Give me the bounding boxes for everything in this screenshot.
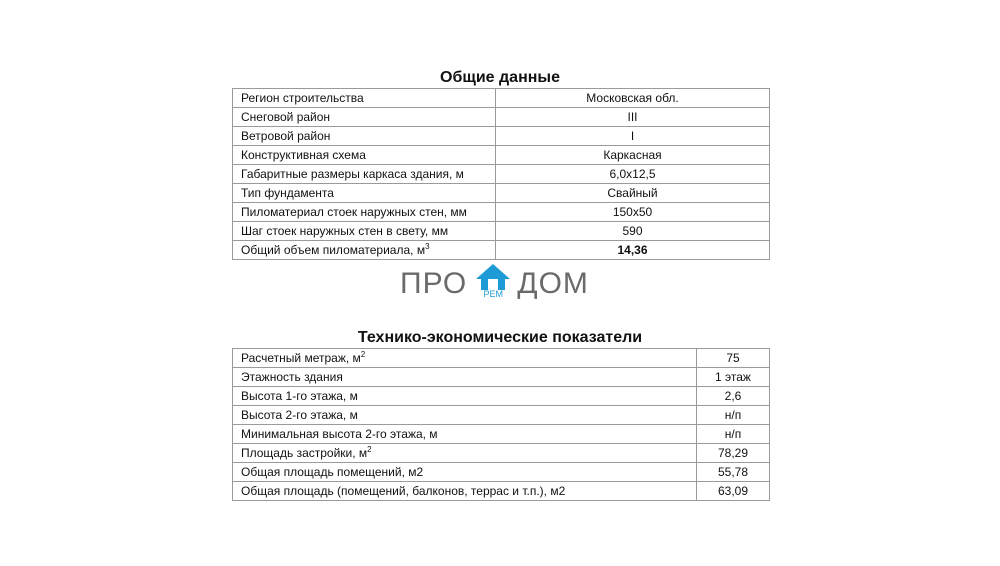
row-label-cell <box>233 444 697 463</box>
logo-left-text: ПРО <box>400 267 468 300</box>
table-row <box>233 146 770 165</box>
row-label: Общая площадь помещений, м2 <box>233 463 697 482</box>
row-label: Пиломатериал стоек наружных стен, мм <box>233 203 496 222</box>
table-row <box>233 89 770 108</box>
tech-data-title: Технико-экономические показатели <box>357 329 643 346</box>
row-label: Шаг стоек наружных стен в свету, мм <box>233 222 496 241</box>
row-value: Каркасная <box>496 146 770 165</box>
tech-data-table <box>232 348 770 501</box>
row-value: I <box>496 127 770 146</box>
row-label: Конструктивная схема <box>233 146 496 165</box>
table-row <box>233 241 770 260</box>
row-value: III <box>496 108 770 127</box>
row-value: н/п <box>697 406 770 425</box>
row-value: 78,29 <box>697 444 770 463</box>
table-row <box>233 387 770 406</box>
table-row <box>233 203 770 222</box>
row-value: Московская обл. <box>496 89 770 108</box>
table-row <box>233 184 770 203</box>
table-row <box>233 349 770 368</box>
house-icon <box>473 262 513 306</box>
table-row <box>233 127 770 146</box>
general-data-title: Общие данные <box>440 69 560 86</box>
logo <box>400 262 600 306</box>
general-data-table <box>232 88 770 260</box>
row-label: Снеговой район <box>233 108 496 127</box>
row-value: 590 <box>496 222 770 241</box>
row-label: Площадь застройки, м <box>241 446 368 460</box>
unit-superscript: 2 <box>360 350 366 359</box>
table-row <box>233 406 770 425</box>
row-value: н/п <box>697 425 770 444</box>
row-label: Ветровой район <box>233 127 496 146</box>
row-label: Общий объем пиломатериала, м <box>241 243 426 257</box>
row-label: Общая площадь (помещений, балконов, террас и т.п.), м2 <box>233 482 697 501</box>
row-label: Габаритные размеры каркаса здания, м <box>233 165 496 184</box>
logo-right-text: ДОМ <box>517 267 589 300</box>
unit-superscript: 3 <box>425 242 430 251</box>
row-label: Высота 1-го этажа, м <box>233 387 697 406</box>
table-row <box>233 482 770 501</box>
row-value: 63,09 <box>697 482 770 501</box>
row-value: 6,0х12,5 <box>496 165 770 184</box>
table-row <box>233 108 770 127</box>
row-label-cell <box>233 349 697 368</box>
row-label: Высота 2-го этажа, м <box>233 406 697 425</box>
row-label: Тип фундамента <box>233 184 496 203</box>
logo-sub-text: РЕМ <box>483 289 503 299</box>
table-row <box>233 463 770 482</box>
row-value: Свайный <box>496 184 770 203</box>
row-value: 2,6 <box>697 387 770 406</box>
row-label: Расчетный метраж, м <box>241 351 361 365</box>
row-value: 55,78 <box>697 463 770 482</box>
row-value: 1 этаж <box>697 368 770 387</box>
row-label-cell <box>233 241 496 260</box>
unit-superscript: 2 <box>367 445 372 454</box>
table-row <box>233 368 770 387</box>
row-value: 75 <box>697 349 770 368</box>
table-row <box>233 165 770 184</box>
table-row <box>233 222 770 241</box>
table-row <box>233 425 770 444</box>
row-label: Минимальная высота 2-го этажа, м <box>233 425 697 444</box>
row-value: 150х50 <box>496 203 770 222</box>
row-label: Этажность здания <box>233 368 697 387</box>
row-label: Регион строительства <box>233 89 496 108</box>
row-value: 14,36 <box>496 241 770 260</box>
table-row <box>233 444 770 463</box>
